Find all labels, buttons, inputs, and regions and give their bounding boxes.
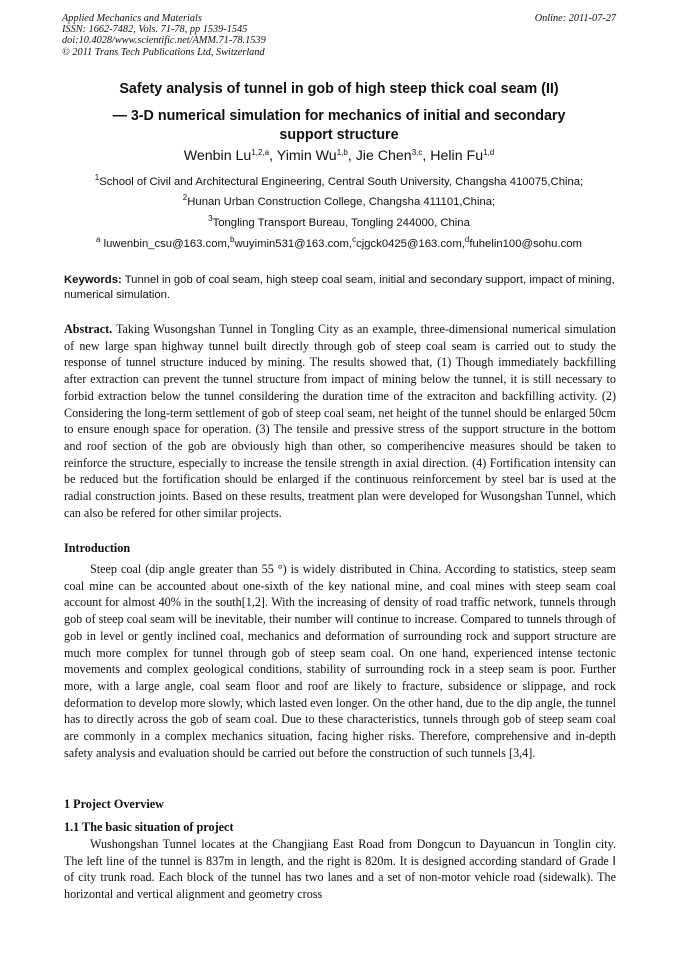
keywords-label: Keywords: <box>64 274 122 286</box>
section-1-heading: 1 Project Overview <box>64 797 164 811</box>
doi-line: doi:10.4028/www.scientific.net/AMM.71-78.1539 <box>62 35 266 47</box>
author-list <box>62 148 616 164</box>
keywords-text: Tunnel in gob of coal seam, high steep coal seam, initial and secondary support, impact of mining, numerical simulation. <box>64 274 615 301</box>
title-line-2: — 3-D numerical simulation for mechanics of initial and secondary <box>112 108 566 124</box>
journal-header <box>62 13 266 58</box>
author: Wenbin Lu$^{1,2,a}$, <box>183 148 277 164</box>
introduction-text: Steep coal (dip angle greater than 55 °) is widely distributed in China. According to statistics, steep seam coal mine can be accounted about one-sixth of the key national mine, and coal mines with steep seam coal account for almost 40% in the south[1,2]. With the increasing of density of road traffic network, tunnels through gob of steep coal seam will be inevitable, their number will continue to increase. Compared to tunnels through of gob in level or gently inclined coal, mechanics and deformation of surrounding rock and support structure are much more complex for tunnel through gob of steep seam coal. On one hand, experienced intense tectonic movements and complex geological conditions, stability of surrounding rock in a steep seam is poor. Further more, with a large angle, coal seam floor and roof are likely to fracture, subsidence or slippage, and rock deformation to develop more slowly, which lasted even longer. On the other hand, due to the dip angle, the tunnel has to directly across the gob of seam coal. Due to these characteristics, tunnels through gob of steep seam coal are commonly in a complex mechanics situation, facing higher risks. Therefore, comprehensive and in-depth safety analysis and evaluation should be carried out before the construction of such tunnels [3,4]. <box>64 562 616 760</box>
affiliation-3: $^3$Tongling Transport Bureau, Tongling 244000, China <box>208 214 470 229</box>
issn-line: ISSN: 1662-7482, Vols. 71-78, pp 1539-1545 <box>62 24 248 36</box>
section-1-1-text: Wushongshan Tunnel locates at the Changjiang East Road from Dongcun to Dayuancun in Tonglin city. The left line of the tunnel is 837m in length, and the right is 820m. It is designed according standard of Grade Ⅰ of city trunk road. Each block of the tunnel has two lanes and a set of non-motor vehicle road (sidewalk). The horizontal and vertical alignment and geometry cross <box>64 837 616 902</box>
copyright-line: © 2011 Trans Tech Publications Ltd, Switzerland <box>62 46 265 58</box>
section-1-1-heading: 1.1 The basic situation of project <box>64 820 234 834</box>
affiliation-1: $^1$School of Civil and Architectural Engineering, Central South University, Changsha 410075,China; <box>94 173 584 188</box>
author: Yimin Wu$^{1,b}$, <box>276 148 356 164</box>
author: Helin Fu$^{1,d}$ <box>430 148 495 164</box>
introduction-heading: Introduction <box>64 541 131 555</box>
title-line-1: Safety analysis of tunnel in gob of high steep thick coal seam (II) <box>119 81 559 97</box>
abstract-label: Abstract. <box>64 322 113 336</box>
email-line: $^a$ luwenbin_csu@163.com,$^b$wuyimin531@163.com,$^c$cjgck0425@163.com,$^d$fuhelin100@sohu.com <box>96 235 582 250</box>
author: Jie Chen$^{3,c}$, <box>355 148 431 164</box>
keywords <box>64 273 616 303</box>
journal-name: Applied Mechanics and Materials <box>62 13 202 24</box>
title-line-3: support structure <box>279 127 399 143</box>
abstract-text: Taking Wusongshan Tunnel in Tongling City as an example, three-dimensional numerical simulation of new large span highway tunnel built directly through gob of steep coal seam is carried out to study the response of tunnel structure induced by mining. The results showed that, (1) Though immediately backfilling after extraction can prevent the tunnel structure from impact of mining below the tunnel, it is still necessary to forbid extraction below the tunnel consildering the duration time of the extraciton and backfilling activity. (2) Considering the long-term settlement of gob of steep coal seam, net height of the tunnel should be enlarged 50cm to ensure enough space for operation. (3) The tensile and pressive stress of the support structure in the bottom and roof section of the gob are obviously high than other, so comperihencive measures should be taken to reinforce the structure, especially to increase the tensile strength in axial direction. (4) Fortification intensity can be reduced but the fortification should be enlarged if the continuous reinforcement by steel bar is used at the radial construction joints. Based on these results, treatment plan were developed for Wusongshan Tunnel, which can also be refered for other similar projects. <box>64 322 616 520</box>
abstract <box>64 321 616 521</box>
online-date: Online: 2011-07-27 <box>534 13 616 24</box>
affiliation-2: $^2$Hunan Urban Construction College, Changsha 411101,China; <box>182 193 496 208</box>
